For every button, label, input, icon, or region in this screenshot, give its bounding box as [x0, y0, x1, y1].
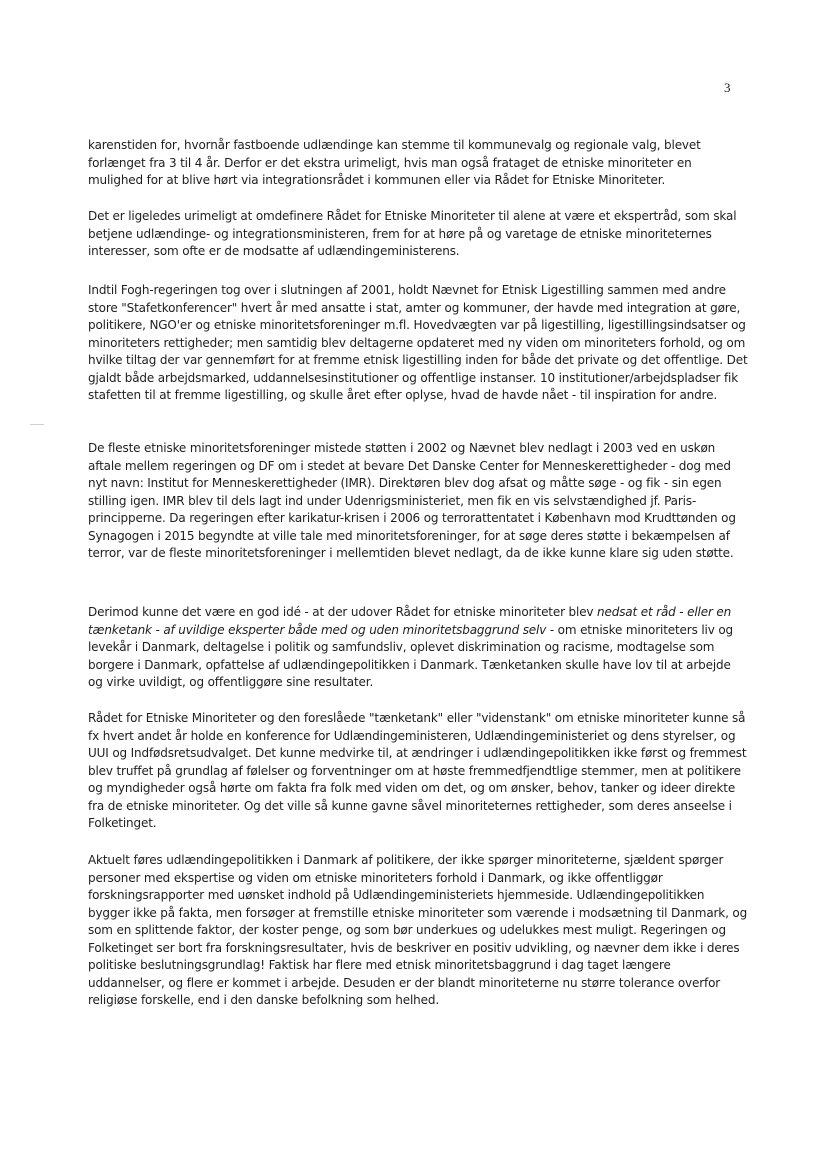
- paragraph-4: De fleste etniske minoritetsforeninger mistede støtten i 2002 og Nævnet blev nedlagt i 2003 ved en uskøn aftale mellem regeringen og DF om i stedet at bevare Det Danske Center for Menneskerettigheder - dog med nyt navn: Institut for Menneskerettigheder (IMR). Direktøren blev dog afsat og måtte søge - og fik - sin egen stilling igen. IMR blev til dels lagt ind under Udenrigsministeriet, men fik en vis selvstændighed jf. Paris-principperne. Da regeringen efter karikatur-krisen i 2006 og terrorattentatet i København mod Krudttønden og Synagogen i 2015 begyndte at ville tale med minoritetsforeninger, for at søge deres støtte i bekæmpelsen af terror, var de fleste minoritetsforeninger i mellemtiden blevet nedlagt, da de ikke kunne klare sig uden støtte.: [88, 441, 736, 560]
- paragraph-6: Rådet for Etniske Minoriteter og den foreslåede "tænketank" eller "videnstank" om etniske minoriteter kunne så fx hvert andet år holde en konference for Udlændingeministeren, Udlændingeministeriet og dens styrelser, og UUI og Indfødsretsudvalget. Det kunne medvirke til, at ændringer i udlændingepolitikken ikke først og fremmest blev truffet på grundlag af følelser og forventninger om at høste fremmedfjendtlige stemmer, men at politikere og myndigheder også hørte om fakta fra folk med viden om det, og om ønsker, behov, tanker og ideer direkte fra de etniske minoriteter. Og det ville så kunne gavne såvel minoriteternes rettigheder, som deres anseelse i Folketinget.: [88, 711, 747, 830]
- margin-mark: [30, 424, 44, 425]
- paragraph-1: karenstiden for, hvornår fastboende udlændinge kan stemme til kommunevalg og regionale valg, blevet forlænget fra 3 til 4 år. Derfor er det ekstra urimeligt, hvis man også frataget de etniske minoriteter en mulighed for at blive hørt via integrationsrådet i kommunen eller via Rådet for Etniske Minoriteter.: [88, 138, 701, 187]
- paragraph-3: Indtil Fogh-regeringen tog over i slutningen af 2001, holdt Nævnet for Etnisk Ligestilling sammen med andre store "Stafetkonferencer" hvert år med ansatte i stat, amter og kommuner, der havde med integration at gøre, politikere, NGO'er og etniske minoritetsforeninger m.fl. Hovedvægten var på ligestilling, ligestillingsindsatser og minoriteters rettigheder; men samtidig blev deltagerne opdateret med ny viden om minoriteters forhold, og om hvilke tiltag der var gennemført for at fremme etnisk ligestilling inden for både det private og det offentlige. Det gjaldt både arbejdsmarked, uddannelsesinstitutioner og offentlige instanser. 10 institutioner/arbejdspladser fik stafetten til at fremme ligestilling, og skulle året efter oplyse, hvad de havde nået - til inspiration for andre.: [88, 283, 748, 402]
- paragraph-5-tail: - om etniske minoriteters liv og levekår i Danmark, deltagelse i politik og samfundsliv, oplevet diskrimination og racisme, modtagelse som borgere i Danmark, opfattelse af udlændingepolitikken i Danmark. Tænketanken skulle have lov til at arbejde og virke uvildigt, og offentliggøre sine resultater.: [88, 622, 733, 689]
- paragraph-5: [88, 604, 748, 692]
- page-number: 3: [724, 80, 731, 95]
- paragraph-5-lead: Derimod kunne det være en god idé - at der udover Rådet for etniske minoriteter blev: [88, 605, 598, 619]
- paragraph-5-emphasis: nedsat et råd - eller en tænketank - af uvildige eksperter både med og uden minoritetsbaggrund selv: [88, 605, 732, 637]
- paragraph-2: Det er ligeledes urimeligt at omdefinere Rådet for Etniske Minoriteter til alene at være et ekspertråd, som skal betjene udlændinge- og integrationsministeren, frem for at høre på og varetage de etniske minoriteternes interesser, som ofte er de modsatte af udlændingeministerens.: [88, 209, 737, 258]
- paragraph-7: Aktuelt føres udlændingepolitikken i Danmark af politikere, der ikke spørger minoriteterne, sjældent spørger personer med ekspertise og viden om etniske minoriteters forhold i Danmark, og ikke offentliggør forskningsrapporter med uønsket indhold på Udlændingeministeriets hjemmeside. Udlændingepolitikken bygger ikke på fakta, men forsøger at fremstille etniske minoriteter som værende i modsætning til Danmark, og som en splittende faktor, der koster penge, og som bør underkues og udelukkes mest muligt. Regeringen og Folketinget ser bort fra forskningsresultater, hvis de beskriver en positiv udvikling, og nævner dem ikke i deres politiske beslutningsgrundlag! Faktisk har flere med etnisk minoritetsbaggrund i dag taget længere uddannelser, og flere er kommet i arbejde. Desuden er der blandt minoriteterne nu større tolerance overfor religiøse forskelle, end i den danske befolkning som helhed.: [88, 853, 748, 1007]
